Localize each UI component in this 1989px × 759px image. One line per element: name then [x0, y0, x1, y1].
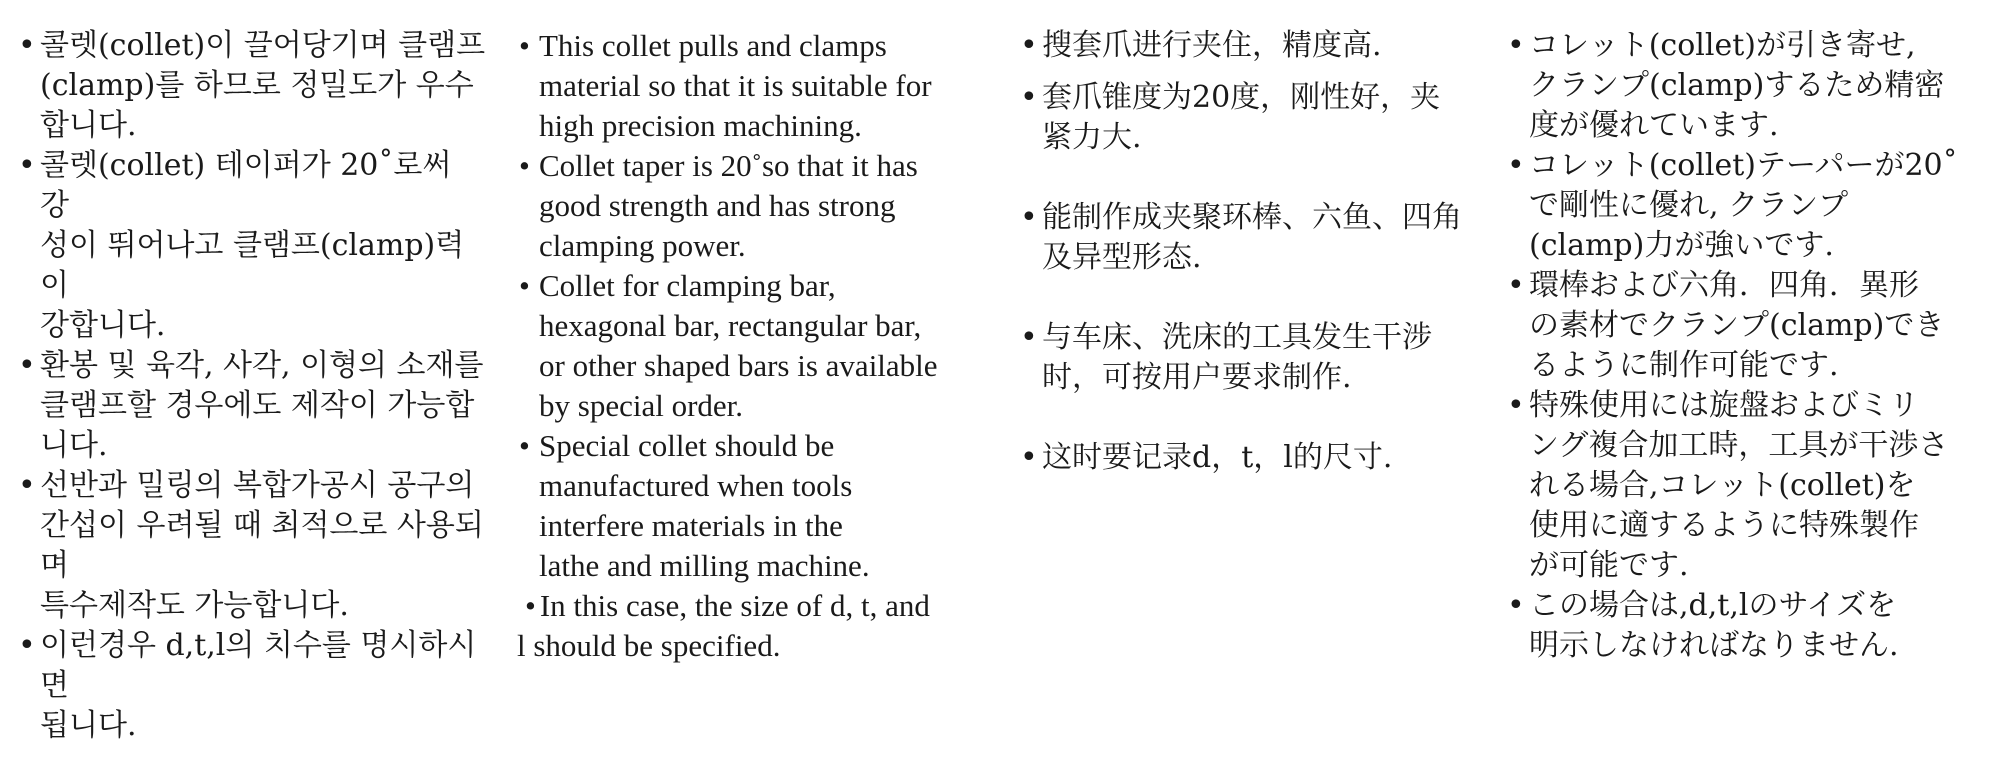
text-line: • 能制作成夹聚环棒、六鱼、四角 [1042, 200, 1462, 235]
text-line: In this case, the size of d, t, and [539, 588, 930, 623]
text-line: high precision machining. [539, 108, 862, 143]
text-line: 使用に適するように特殊製作 [1529, 508, 1919, 543]
text-line: が可能です. [1529, 548, 1689, 583]
text-line: • 特殊使用には旋盤およびミリ [1529, 388, 1919, 423]
chinese-column [1018, 26, 1488, 518]
text-line: l should be specified. [517, 628, 781, 663]
text-line: • コレット(collet)テーパーが20˚ [1529, 148, 1958, 183]
text-line: 明示しなければなりません. [1529, 628, 1899, 663]
text-line: good strength and has strong [539, 188, 896, 223]
english-bullet-5 [517, 586, 997, 666]
japanese-bullet-1 [1505, 26, 1975, 146]
text-line: lathe and milling machine. [539, 548, 870, 583]
text-line: • Collet for clamping bar, [539, 268, 836, 303]
text-line: で剛性に優れ, クランプ [1529, 188, 1849, 223]
text-line: • 이런경우 d,t,l의 치수를 명시하시면 [40, 628, 477, 703]
text-line: の素材でクランプ(clamp)でき [1529, 308, 1945, 343]
text-line: 时，可按用户要求制作. [1042, 360, 1352, 395]
text-line: • 環棒および六角．四角．異形 [1529, 268, 1919, 303]
text-line: or other shaped bars is available [539, 348, 938, 383]
text-line: • 선반과 밀링의 복합가공시 공구의 [40, 468, 475, 503]
text-line: れる場合,コレット(collet)を [1529, 468, 1916, 503]
text-line: interfere materials in the [539, 508, 843, 543]
text-line: • 搜套爪进行夹住，精度高. [1042, 28, 1382, 63]
japanese-bullet-3 [1505, 266, 1975, 386]
text-line: 니다. [40, 428, 108, 463]
korean-bullet-2 [16, 146, 486, 346]
japanese-bullet-5 [1505, 586, 1975, 666]
text-line: 간섭이 우려될 때 최적으로 사용되며 [40, 508, 484, 583]
text-line: (clamp)를 하므로 정밀도가 우수 [40, 68, 474, 103]
korean-bullet-1 [16, 26, 486, 146]
text-line: • Special collet should be [539, 428, 835, 463]
japanese-bullet-4 [1505, 386, 1975, 586]
chinese-bullet-1 [1018, 26, 1488, 66]
text-line: • 与车床、洗床的工具发生干涉 [1042, 320, 1432, 355]
text-line: • 환봉 및 육각, 사각, 이형의 소재를 [40, 348, 484, 383]
text-line: 及异型形态. [1042, 240, 1202, 275]
text-line: 됩니다. [40, 708, 137, 743]
text-line: 합니다. [40, 108, 137, 143]
text-line: 클램프할 경우에도 제작이 가능합 [40, 388, 475, 423]
text-line: (clamp)力が強いです. [1529, 228, 1834, 263]
text-line: るように制作可能です. [1529, 348, 1839, 383]
text-line: material so that it is suitable for [539, 68, 932, 103]
chinese-bullet-3 [1018, 198, 1488, 278]
korean-bullet-4 [16, 466, 486, 626]
text-line: • Collet taper is 20˚so that it has [539, 148, 918, 183]
text-line: • 콜렛(collet)이 끌어당기며 클램프 [40, 28, 486, 63]
korean-bullet-5 [16, 626, 486, 746]
text-line: • 콜렛(collet) 테이퍼가 20˚로써 강 [40, 148, 452, 223]
text-line: 성이 뛰어나고 클램프(clamp)력이 [40, 228, 465, 303]
japanese-bullet-2 [1505, 146, 1975, 266]
text-line: • コレット(collet)が引き寄せ, [1529, 28, 1916, 63]
english-bullet-3 [517, 266, 997, 426]
english-bullet-1 [517, 26, 997, 146]
chinese-bullet-2 [1018, 78, 1488, 158]
text-line: by special order. [539, 388, 744, 423]
english-bullet-4 [517, 426, 997, 586]
chinese-bullet-4 [1018, 318, 1488, 398]
text-line: clamping power. [539, 228, 746, 263]
english-bullet-2 [517, 146, 997, 266]
text-line: • 套爪锥度为20度，刚性好，夹 [1042, 80, 1441, 115]
japanese-column [1505, 26, 1975, 666]
text-line: 度が優れています. [1529, 108, 1779, 143]
text-line: manufactured when tools [539, 468, 853, 503]
text-line: 특수제작도 가능합니다. [40, 588, 349, 623]
text-line: hexagonal bar, rectangular bar, [539, 308, 922, 343]
text-line: クランプ(clamp)するため精密 [1529, 68, 1945, 103]
korean-bullet-3 [16, 346, 486, 466]
english-column [517, 26, 997, 666]
korean-column [16, 26, 486, 746]
text-line: • 这时要记录d，t，l的尺寸. [1042, 440, 1393, 475]
chinese-bullet-5 [1018, 438, 1488, 478]
text-line: • この場合は,d,t,lのサイズを [1529, 588, 1897, 623]
text-line: 紧力大. [1042, 120, 1142, 155]
text-line: • This collet pulls and clamps [539, 28, 887, 63]
text-line: 강합니다. [40, 308, 166, 343]
text-line: ング複合加工時，工具が干渉さ [1529, 428, 1949, 463]
